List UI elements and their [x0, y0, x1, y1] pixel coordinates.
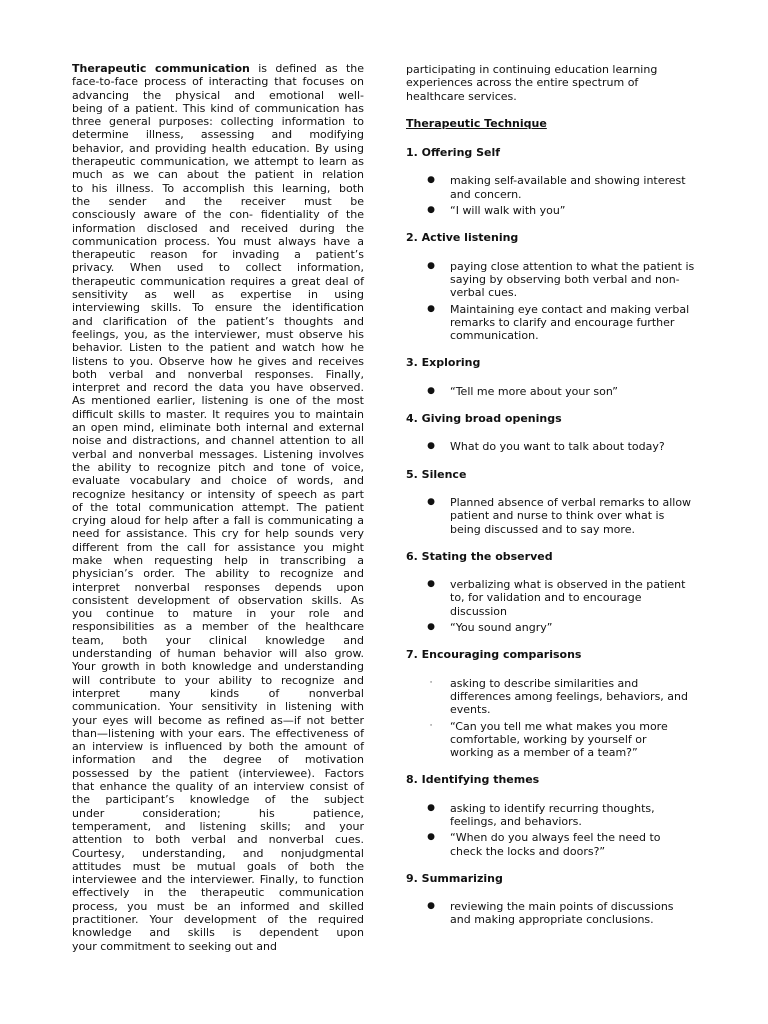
text-line: advancing the physical and emotional well-: [72, 88, 364, 102]
technique-heading: 4. Giving broad openings: [406, 412, 562, 426]
technique-heading: 9. Summarizing: [406, 871, 503, 885]
bullet-icon: ●: [427, 579, 435, 590]
intro-line: healthcare services.: [406, 89, 517, 103]
technique-block: [406, 468, 698, 536]
technique-block: [406, 146, 698, 217]
text-line: effectively in the therapeutic communication: [72, 886, 364, 900]
text-line: information and the degree of motivation: [72, 753, 364, 767]
technique-block: [406, 412, 698, 454]
text-line: understanding of human behavior will also grow.: [72, 647, 364, 661]
text-line: that enhance the quality of an interview consist of: [72, 780, 364, 794]
text-line: crying aloud for help after a fall is communicating a: [72, 514, 364, 528]
text-line: responsibilities as a member of the healthcare: [72, 620, 364, 634]
list-item-line: “Tell me more about your son”: [450, 384, 618, 398]
list-item-line: making self-available and showing interest: [450, 174, 686, 188]
list-item-line: check the locks and doors?”: [450, 844, 606, 858]
list-item-text: [450, 385, 698, 398]
text-line: than—listening with your ears. The effectiveness of: [72, 726, 364, 740]
technique-items: [406, 578, 698, 634]
text-line: of the total communication attempt. The patient: [72, 500, 364, 514]
text-line: consciously aware of the con- fidentiality of the: [72, 208, 364, 222]
text-line: process, you must be an informed and skilled: [72, 899, 364, 913]
text-line: attention to both verbal and nonverbal cues.: [72, 833, 364, 847]
list-item: [406, 385, 698, 398]
list-item-line: “You sound angry”: [450, 621, 553, 635]
list-item-text: [450, 303, 698, 343]
text-line: both verbal and nonverbal responses. Finally,: [72, 367, 364, 381]
technique-heading: 6. Stating the observed: [406, 549, 553, 563]
technique-block: [406, 550, 698, 634]
text-line: need for assistance. This cry for help sounds very: [72, 527, 364, 541]
list-item-line: asking to describe similarities and: [450, 676, 639, 690]
list-item-line: reviewing the main points of discussions: [450, 900, 674, 914]
text-line: the ability to recognize pitch and tone of voice,: [72, 460, 364, 474]
text-line: physician’s order. The ability to recognize and: [72, 567, 364, 581]
text-line: knowledge and skills is dependent upon: [72, 926, 364, 940]
text-line: team, both your clinical knowledge and: [72, 633, 364, 647]
list-item-line: Maintaining eye contact and making verbal: [450, 302, 690, 316]
technique-block: [406, 648, 698, 759]
list-item-text: [450, 174, 698, 201]
text-line: therapeutic communication, we attempt to learn as: [72, 155, 364, 169]
text-line: an interview is influenced by both the amount of: [72, 740, 364, 754]
text-line: sensitivity as well as expertise in using: [72, 288, 364, 302]
technique-items: [406, 260, 698, 343]
technique-heading: 3. Exploring: [406, 356, 481, 370]
text-line: listens to you. Observe how he gives and receives: [72, 354, 364, 368]
list-item: [406, 802, 698, 829]
section-title: Therapeutic Technique: [406, 116, 547, 130]
list-item: [406, 174, 698, 201]
intro-text: [406, 63, 698, 103]
bullet-icon: ●: [427, 303, 435, 314]
list-item-text: [450, 677, 698, 717]
list-item-line: remarks to clarify and encourage further: [450, 315, 675, 329]
first-line-rest: is defined as the: [249, 62, 365, 75]
bullet-icon: ·: [429, 677, 433, 688]
text-line: feelings, you, as the interviewer, must observe his: [72, 327, 364, 341]
text-line: attitudes must be mutual goals of both the: [72, 859, 364, 873]
text-line: information disclosed and received during the: [72, 221, 364, 235]
list-item: [406, 900, 698, 927]
text-line: recognize hesitancy or intensity of speech as part: [72, 487, 364, 501]
text-line: interviewee and the interviewer. Finally, to function: [72, 873, 364, 887]
text-line: determine illness, assessing and modifying: [72, 128, 364, 142]
list-item-text: [450, 831, 698, 858]
text-line: make when requesting help in transcribing a: [72, 553, 364, 567]
list-item-line: What do you want to talk about today?: [450, 440, 665, 454]
text-line: behavior, and providing health education. By using: [72, 141, 364, 155]
list-item: [406, 260, 698, 300]
technique-heading: 5. Silence: [406, 467, 467, 481]
right-column: [406, 63, 698, 941]
list-item-line: being discussed and to say more.: [450, 522, 635, 536]
text-line: interpret nonverbal responses depends upon: [72, 580, 364, 594]
technique-items: [406, 900, 698, 927]
technique-items: [406, 802, 698, 858]
list-item-text: [450, 578, 698, 618]
list-item: [406, 440, 698, 453]
bullet-icon: ●: [427, 622, 435, 633]
list-item-line: “When do you always feel the need to: [450, 831, 661, 845]
bullet-icon: ●: [427, 260, 435, 271]
list-item: [406, 204, 698, 217]
text-line: much as we can about the patient in relation: [72, 168, 364, 182]
list-item-line: discussion: [450, 604, 508, 618]
list-item-text: [450, 440, 698, 453]
list-item-line: verbal cues.: [450, 286, 518, 300]
text-line: your commitment to seeking out and: [72, 939, 277, 953]
list-item-text: [450, 496, 698, 536]
text-line: interpret many kinds of nonverbal: [72, 686, 364, 700]
list-item-line: working as a member of a team?”: [450, 746, 638, 760]
text-line: consistent development of observation skills. As: [72, 593, 364, 607]
list-item-line: paying close attention to what the patient is: [450, 259, 695, 273]
lead-term: Therapeutic communication: [72, 62, 250, 75]
text-line: and clarification of the patient’s thoughts and: [72, 314, 364, 328]
list-item-text: [450, 900, 698, 927]
bullet-icon: ●: [427, 496, 435, 507]
technique-items: [406, 440, 698, 453]
list-item-line: to, for validation and to encourage: [450, 591, 642, 605]
text-line: behavior. Listen to the patient and watch how he: [72, 341, 364, 355]
intro-line: participating in continuing education learning: [406, 63, 658, 76]
technique-block: [406, 773, 698, 857]
list-item-text: [450, 260, 698, 300]
text-line: communication process. You must always have a: [72, 234, 364, 248]
list-item: [406, 303, 698, 343]
text-line: therapeutic communication requires a great deal of: [72, 274, 364, 288]
list-item-line: verbalizing what is observed in the patient: [450, 578, 686, 592]
text-line: you continue to mature in your role and: [72, 607, 364, 621]
list-item-line: events.: [450, 703, 491, 717]
list-item-line: “I will walk with you”: [450, 204, 566, 218]
bullet-icon: ●: [427, 205, 435, 216]
text-line: face-to-face process of interacting that focuses on: [72, 75, 364, 89]
list-item-line: saying by observing both verbal and non-: [450, 272, 680, 286]
list-item: [406, 578, 698, 618]
bullet-icon: ●: [427, 832, 435, 843]
text-line: the participant’s knowledge of the subject: [72, 793, 364, 807]
text-line: different from the call for assistance you might: [72, 540, 364, 554]
text-line: interpret and record the data you have observed.: [72, 381, 364, 395]
intro-line: experiences across the entire spectrum of: [406, 76, 639, 90]
bullet-icon: ·: [429, 720, 433, 731]
text-line: Courtesy, understanding, and nonjudgmental: [72, 846, 364, 860]
text-line: privacy. When used to collect information,: [72, 261, 364, 275]
text-line: evaluate vocabulary and choice of words, and: [72, 474, 364, 488]
technique-items: [406, 677, 698, 760]
text-line: under consideration; his patience,: [72, 806, 364, 820]
technique-heading: 1. Offering Self: [406, 146, 501, 160]
paragraph-first-line: [72, 62, 364, 75]
text-line: your eyes will become as refined as—if not better: [72, 713, 364, 727]
bullet-icon: ●: [427, 901, 435, 912]
list-item: [406, 677, 698, 717]
text-line: to his illness. To accomplish this learning, both: [72, 181, 364, 195]
text-line: Your growth in both knowledge and understanding: [72, 660, 364, 674]
list-item-line: Planned absence of verbal remarks to allow: [450, 495, 692, 509]
technique-block: [406, 356, 698, 398]
list-item-text: [450, 204, 698, 217]
list-item-line: “Can you tell me what makes you more: [450, 719, 668, 733]
technique-block: [406, 872, 698, 927]
techniques-list: [406, 146, 698, 927]
technique-items: [406, 496, 698, 536]
list-item-text: [450, 621, 698, 634]
technique-heading: 2. Active listening: [406, 231, 519, 245]
list-item: [406, 831, 698, 858]
bullet-icon: ●: [427, 802, 435, 813]
list-item-line: communication.: [450, 329, 539, 343]
technique-block: [406, 231, 698, 342]
list-item-line: asking to identify recurring thoughts,: [450, 801, 655, 815]
text-line: communication. Your sensitivity in listening with: [72, 700, 364, 714]
text-line: therapeutic reason for invading a patient’s: [72, 248, 364, 262]
list-item-line: comfortable, working by yourself or: [450, 732, 647, 746]
text-line: As mentioned earlier, listening is one of the most: [72, 394, 364, 408]
bullet-icon: ●: [427, 441, 435, 452]
list-item-line: feelings, and behaviors.: [450, 814, 582, 828]
technique-items: [406, 385, 698, 398]
list-item-line: patient and nurse to think over what is: [450, 509, 665, 523]
text-line: noise and distractions, and channel attention to all: [72, 434, 364, 448]
technique-heading: 7. Encouraging comparisons: [406, 648, 582, 662]
text-line: the sender and the receiver must be: [72, 194, 364, 208]
technique-heading: 8. Identifying themes: [406, 773, 540, 787]
list-item: [406, 720, 698, 760]
text-line: being of a patient. This kind of communication has: [72, 101, 364, 115]
bullet-icon: ●: [427, 385, 435, 396]
text-line: possessed by the patient (interviewee). Factors: [72, 766, 364, 780]
text-line: verbal and nonverbal messages. Listening involves: [72, 447, 364, 461]
text-line: an open mind, eliminate both internal and external: [72, 421, 364, 435]
text-line: will contribute to your ability to recognize and: [72, 673, 364, 687]
left-column-text: [72, 62, 364, 953]
list-item: [406, 496, 698, 536]
text-line: interviewing skills. To ensure the identification: [72, 301, 364, 315]
text-line: difficult skills to master. It requires you to maintain: [72, 407, 364, 421]
technique-items: [406, 174, 698, 217]
list-item-text: [450, 720, 698, 760]
list-item-line: differences among feelings, behaviors, and: [450, 689, 688, 703]
bullet-icon: ●: [427, 175, 435, 186]
text-line: three general purposes: collecting information to: [72, 115, 364, 129]
text-line: temperament, and listening skills; and your: [72, 819, 364, 833]
list-item-text: [450, 802, 698, 829]
list-item-line: and concern.: [450, 187, 522, 201]
list-item-line: and making appropriate conclusions.: [450, 913, 654, 927]
text-line: practitioner. Your development of the required: [72, 913, 364, 926]
list-item: [406, 621, 698, 634]
